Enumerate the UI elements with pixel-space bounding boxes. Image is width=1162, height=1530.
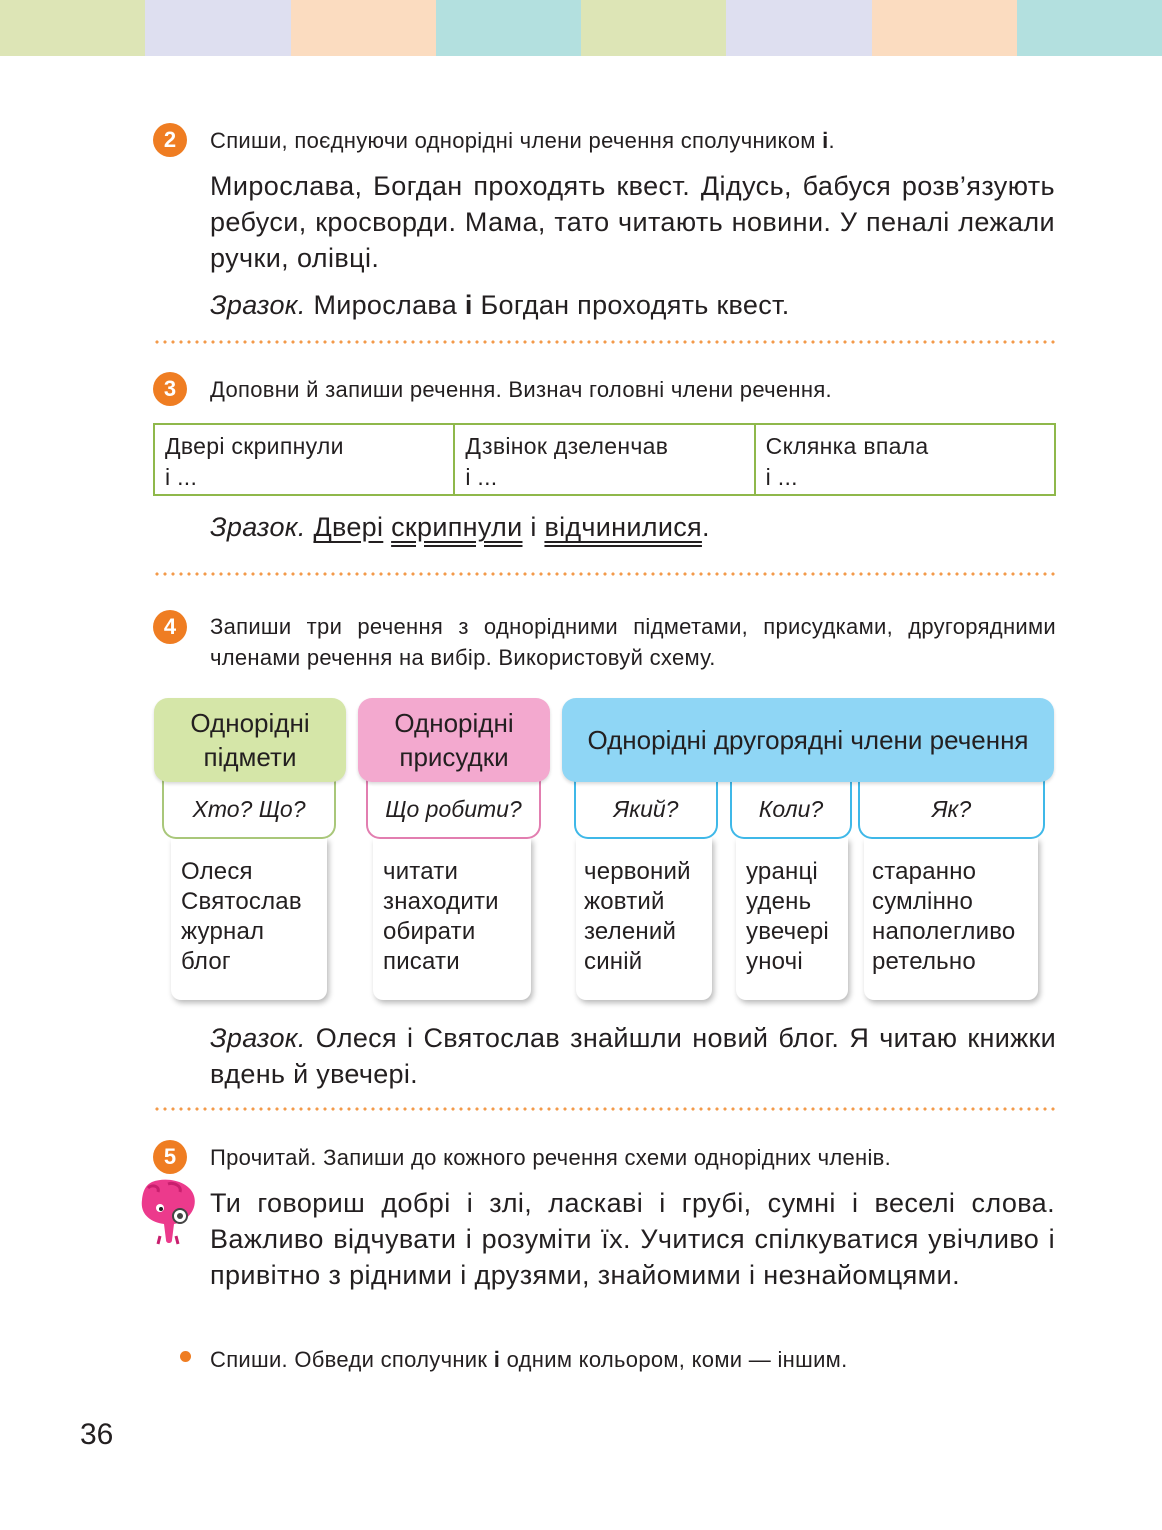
exercise-4-number: 4 xyxy=(153,610,187,644)
word: Олеся xyxy=(181,858,253,885)
cell-line: і ... xyxy=(165,464,198,490)
predicate-underlined: скрипнули xyxy=(391,512,523,542)
word-card xyxy=(373,838,531,1000)
stripe xyxy=(581,0,726,56)
sample-conjunction: і xyxy=(464,290,473,320)
conjunction: і xyxy=(530,512,537,542)
exercise-5-text: Ти говориш добрі і злі, ласкаві і грубі, сумні і веселі слова. Важливо відчувати і розуміти їх. Учитися спілкуватися увічливо і привітно з рідними і друзями, знайомими і незнайомцями. xyxy=(210,1188,1055,1290)
word: Святослав xyxy=(181,888,302,915)
subject-underlined: Двері xyxy=(313,512,384,542)
exercise-5-number: 5 xyxy=(153,1140,187,1174)
exercise-4-sample xyxy=(210,1020,1056,1092)
word: читати xyxy=(383,858,459,885)
exercise-3-number: 3 xyxy=(153,372,187,406)
sample-text: Богдан проходять квест. xyxy=(480,290,790,320)
stripe xyxy=(0,0,145,56)
exercise-2-sample xyxy=(210,287,1056,323)
cell-line: Двері скрипнули xyxy=(165,433,344,459)
sample-label: Зразок. xyxy=(210,512,306,542)
word: увечері xyxy=(746,918,829,945)
header-secondary-members: Однорідні другорядні члени речення xyxy=(562,698,1054,782)
header-predicates: Однорідні присудки xyxy=(358,698,550,782)
stripe xyxy=(1017,0,1162,56)
sample-text: Мирослава xyxy=(313,290,458,320)
exercise-4-instruction: Запиши три речення з однорідними підметами, присудками, другорядними членами речення на вибір. Використовуй схему. xyxy=(210,614,1056,670)
cell-line: і ... xyxy=(465,464,498,490)
question-tab: Коли? xyxy=(730,775,852,839)
exercise-3-instruction: Доповни й запиши речення. Визнач головні члени речення. xyxy=(210,377,832,402)
word: ретельно xyxy=(872,948,976,975)
word: знаходити xyxy=(383,888,499,915)
header-subjects: Однорідні підмети xyxy=(154,698,346,782)
word: удень xyxy=(746,888,812,915)
word-card xyxy=(171,838,327,1000)
bullet-icon xyxy=(180,1351,191,1362)
word: обирати xyxy=(383,918,476,945)
word: сумлінно xyxy=(872,888,974,915)
table-cell xyxy=(453,425,753,494)
word: зелений xyxy=(584,918,677,945)
question-tab: Хто? Що? xyxy=(162,775,336,839)
sample-label: Зразок. xyxy=(210,1023,306,1053)
exercise-2-instruction xyxy=(210,125,1056,156)
word: уночі xyxy=(746,948,803,975)
question-tab: Як? xyxy=(858,775,1045,839)
conjunction-bold: і xyxy=(822,128,829,153)
word: журнал xyxy=(181,918,265,945)
dotted-divider xyxy=(153,1107,1056,1111)
instruction-end: . xyxy=(828,128,835,153)
word: червоний xyxy=(584,858,691,885)
mascot-icon xyxy=(138,1178,200,1246)
word-card xyxy=(864,838,1038,1000)
word: жовтий xyxy=(584,888,665,915)
stripe xyxy=(872,0,1017,56)
table-cell xyxy=(754,425,1054,494)
word: наполегливо xyxy=(872,918,1016,945)
question-tab: Що робити? xyxy=(366,775,541,839)
word: старанно xyxy=(872,858,977,885)
instruction-text: Спиши, поєднуючи однорідні члени речення сполучником xyxy=(210,128,816,153)
sample-text: Олеся і Святослав знайшли новий блог. Я читаю книжки вдень й увечері. xyxy=(210,1023,1056,1089)
stripe xyxy=(726,0,871,56)
exercise-3-table xyxy=(153,423,1056,496)
question-tab: Який? xyxy=(574,775,718,839)
table-cell xyxy=(155,425,453,494)
word: блог xyxy=(181,948,231,975)
word: писати xyxy=(383,948,460,975)
cell-line: Склянка впала xyxy=(765,433,929,459)
cell-line: Дзвінок дзеленчав xyxy=(465,433,669,459)
top-color-stripes xyxy=(0,0,1162,56)
predicate-underlined: відчинилися xyxy=(544,512,702,542)
word: уранці xyxy=(746,858,818,885)
stripe xyxy=(291,0,436,56)
task-text: Спиши. Обведи сполучник xyxy=(210,1347,488,1372)
exercise-5-task xyxy=(210,1344,1056,1375)
page-number: 36 xyxy=(80,1418,114,1451)
exercise-2-text: Мирослава, Богдан проходять квест. Дідусь, бабуся розв’язують ребуси, кросворди. Мама, тато читають новини. У пеналі лежали ручки, олівці. xyxy=(210,171,1055,273)
word-card xyxy=(736,838,848,1000)
exercise-3-sample xyxy=(210,509,1056,545)
dotted-divider xyxy=(153,572,1056,576)
stripe xyxy=(436,0,581,56)
conjunction-bold: і xyxy=(493,1347,501,1372)
sample-end: . xyxy=(701,512,710,542)
cell-line: і ... xyxy=(765,464,798,490)
word-card xyxy=(576,838,712,1000)
exercise-2-number: 2 xyxy=(153,123,187,157)
dotted-divider xyxy=(153,340,1056,344)
exercise-5-instruction: Прочитай. Запиши до кожного речення схеми однорідних членів. xyxy=(210,1145,892,1170)
task-text: одним кольором, коми — іншим. xyxy=(506,1347,848,1372)
stripe xyxy=(145,0,290,56)
word: синій xyxy=(584,948,643,975)
sample-label: Зразок. xyxy=(210,290,306,320)
